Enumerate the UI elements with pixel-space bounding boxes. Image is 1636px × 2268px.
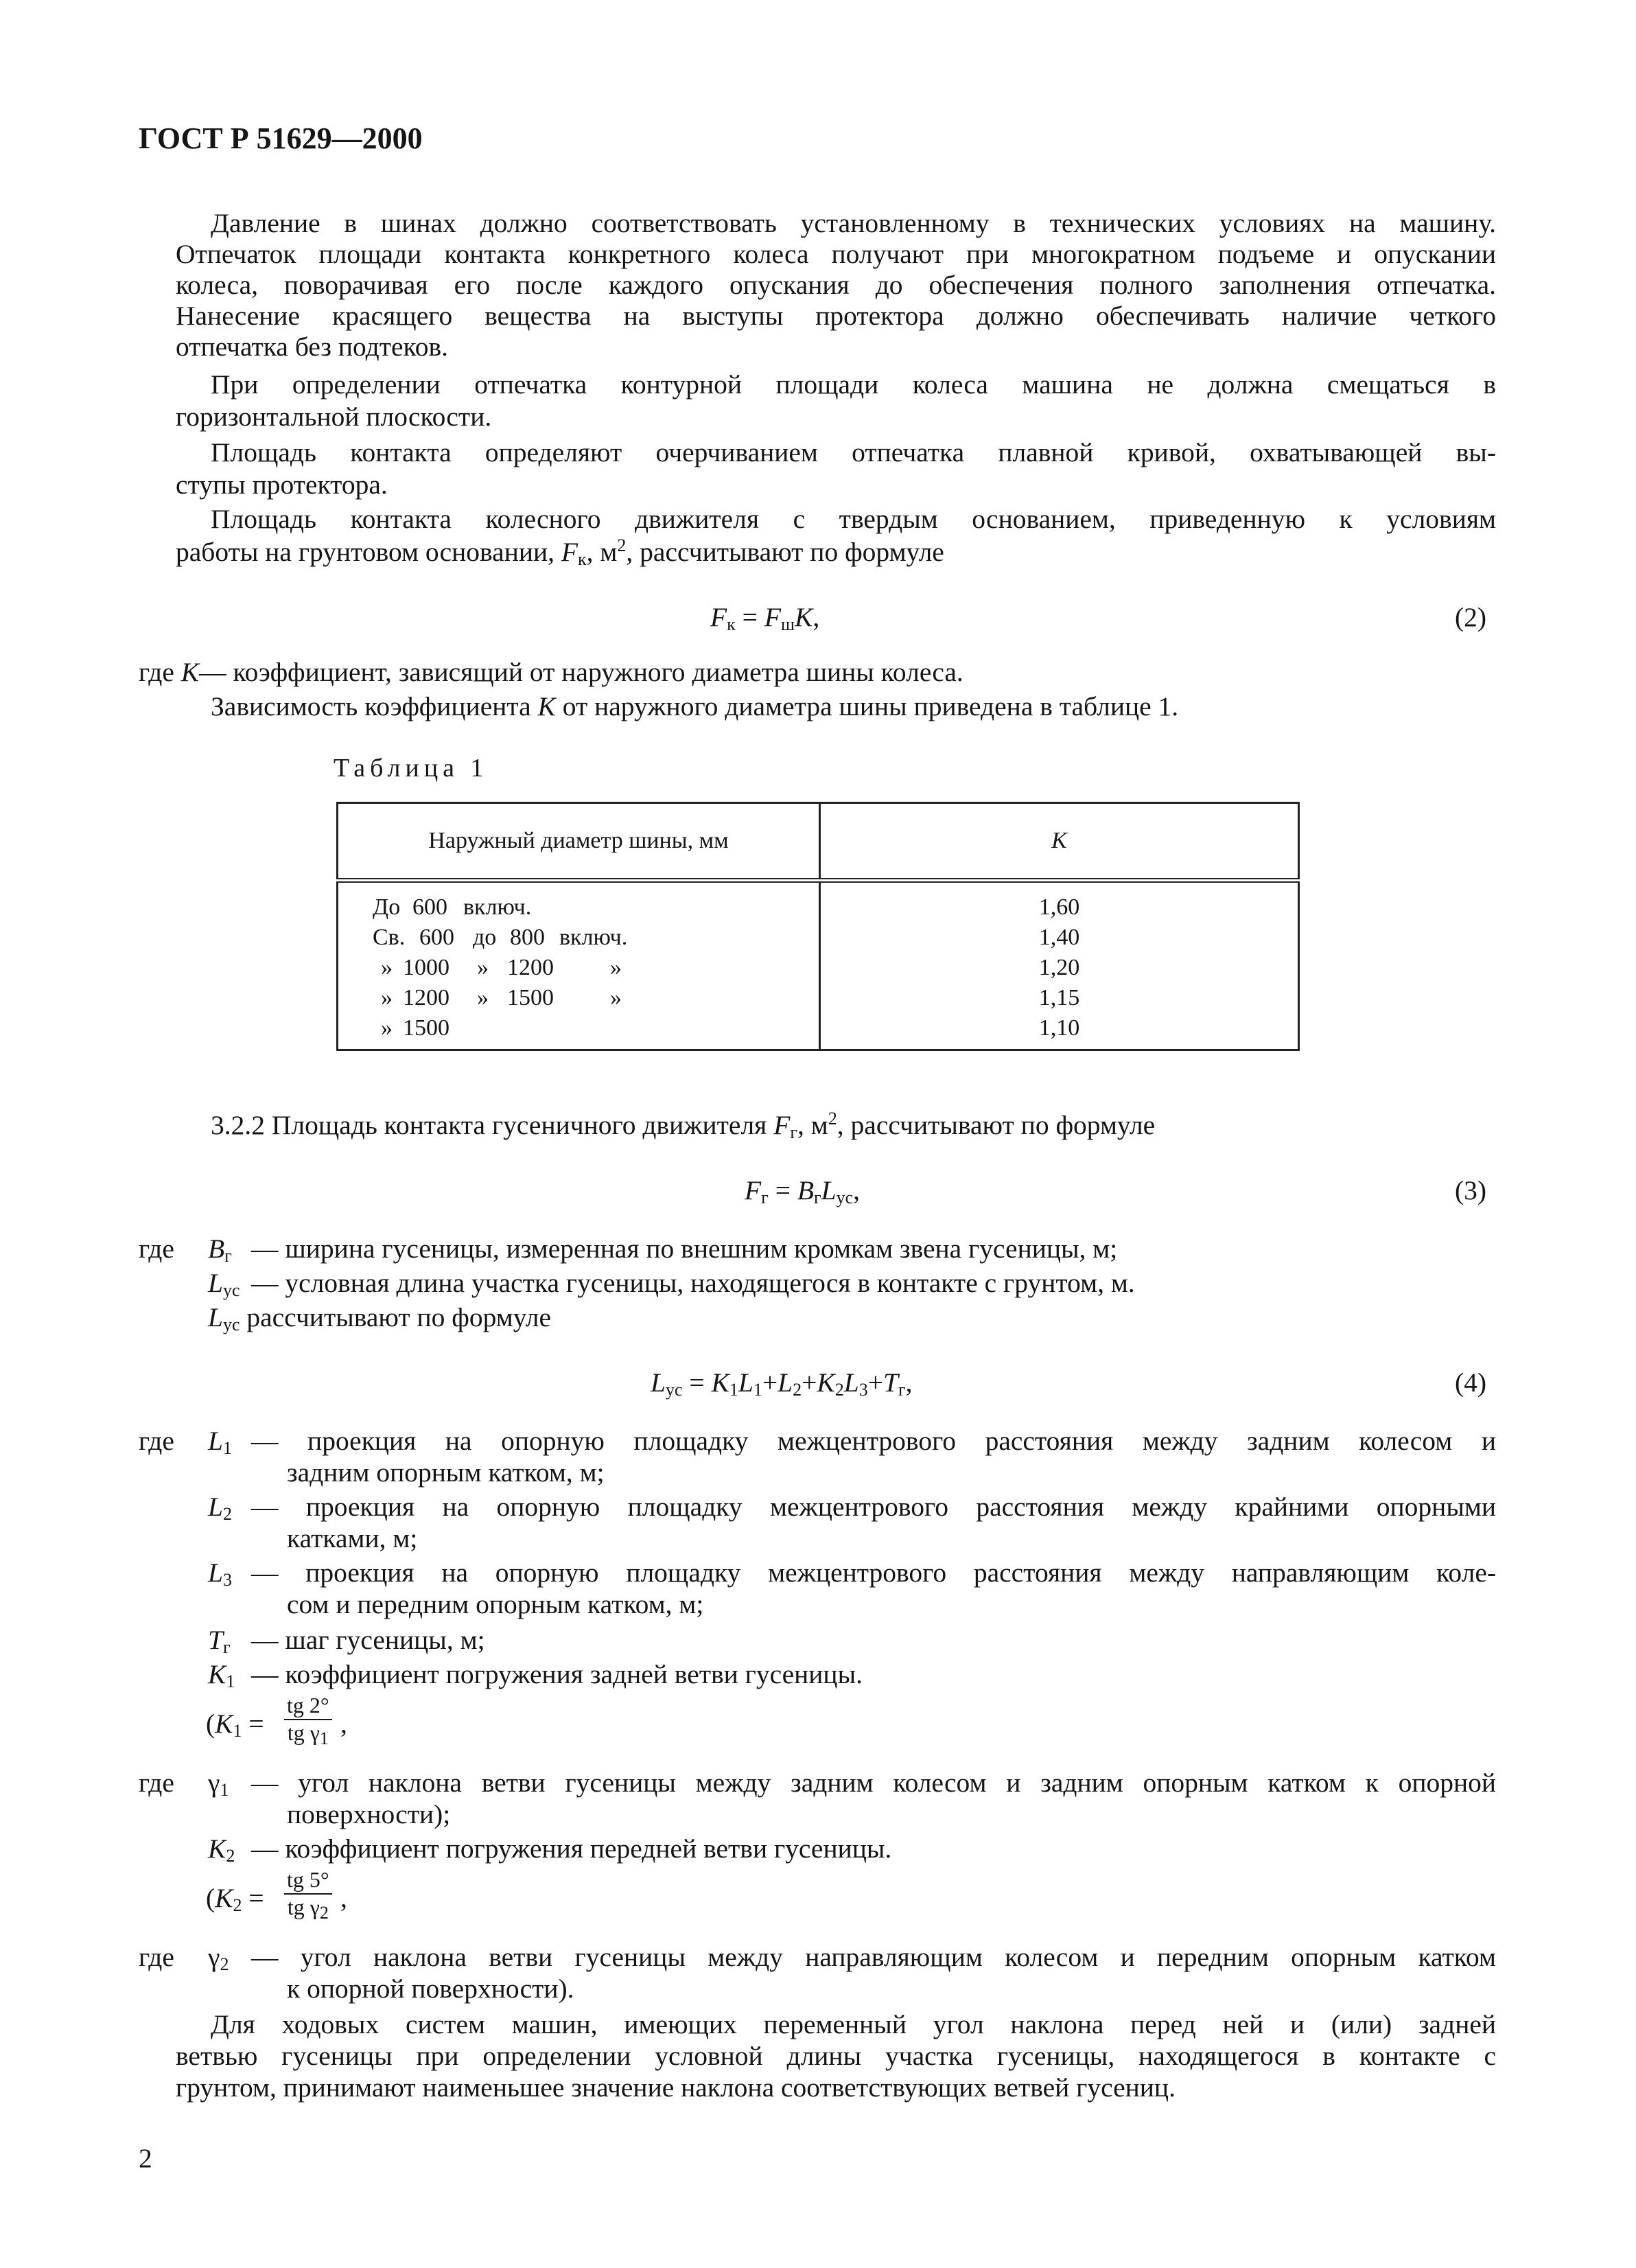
table-value: 1,15 [1038,985,1080,1010]
where-label: где [139,1234,174,1264]
def-text: поверхности); [287,1799,451,1829]
def-symbol: $K_2$ [208,1833,235,1866]
def-text: — коэффициент погружения передней ветви гусеницы. [251,1833,892,1864]
def-text: — условная длина участка гусеницы, находящегося в контакте с грунтом, м. [251,1268,1135,1298]
formula-k1: ($K_1$ = [206,1709,264,1741]
def-symbol: $L_{ус}$ [208,1268,240,1300]
text-line: работы на грунтовом основании, $F_к$, $м^2$, рассчитывают по формуле [176,535,944,569]
where-label: где [139,1942,174,1972]
def-symbol: $B_г$ [208,1234,232,1266]
text-line: ступы протектора. [176,470,388,500]
table-cell [338,881,820,1050]
def-text: — коэффициент погружения задней ветви гусеницы. [251,1659,863,1689]
table-value: 1,20 [1038,955,1080,980]
def-symbol: $\gamma_1$ [208,1768,229,1800]
table-row: Св. 600 до 800 включ. [373,925,628,950]
table-header: Наружный диаметр шины, мм [338,803,820,881]
text-line: грунтом, принимают наименьшее значение наклона соответствующих ветвей гусениц. [176,2072,1176,2103]
table-row: » 1200 » 1500 » [381,985,622,1010]
text-line: Для ходовых систем машин, имеющих переменный угол наклона перед ней и (или) задней [211,2009,1496,2039]
def-symbol: $T_г$ [208,1625,231,1657]
where-label: где [139,1768,174,1798]
formula-number: (4) [1455,1367,1487,1398]
table-value: 1,10 [1038,1015,1080,1041]
def-text: — ширина гусеницы, измеренная по внешним кромкам звена гусеницы, м; [251,1234,1118,1264]
def-text: — проекция на опорную площадку межцентрового расстояния между крайними опорными [251,1492,1496,1522]
def-text: — угол наклона ветви гусеницы между направляющим колесом и передним опорным катком [251,1942,1496,1972]
def-symbol: $\gamma_2$ [208,1942,229,1974]
table-value: 1,60 [1038,894,1080,920]
def-text: задним опорным катком, м; [287,1457,605,1488]
text-line: колеса, поворачивая его после каждого опускания до обеспечения полного заполнения отпечатка. [176,270,1496,300]
formula-number: (2) [1455,602,1487,632]
def-symbol: $L_1$ [208,1426,232,1458]
text-line: Зависимость коэффициента K от наружного диаметра шины приведена в таблице 1. [211,691,1179,721]
formula-k2: ($K_2$ = [206,1883,264,1915]
formula-2: $F_к = F_шK$, [710,602,820,634]
text-line: ветвью гусеницы при определении условной длины участка гусеницы, находящегося в контакте с [176,2041,1496,2071]
text-line: Площадь контакта колесного движителя с твердым основанием, приведенную к условиям [211,504,1496,534]
text-line: где K— коэффициент, зависящий от наружного диаметра шины колеса. [139,657,963,687]
table-row: До 600 включ. [373,894,532,920]
page-number: 2 [139,2143,152,2173]
fraction-k2: $\frac{tg 5^\circ}{tg \gamma_2}$ [284,1868,332,1918]
def-text: сом и передним опорным катком, м; [287,1589,704,1619]
section-3-2-2: 3.2.2 Площадь контакта гусеничного движителя $F_г$, $м^2$, рассчитывают по формуле [211,1109,1156,1142]
def-symbol: $K_1$ [208,1659,235,1691]
document-title: ГОСТ Р 51629—2000 [139,121,423,155]
text-line: $L_{ус}$ рассчитывают по формуле [208,1302,552,1334]
formula-3: $F_г = B_гL_{ус}$, [745,1175,861,1207]
def-text: — шаг гусеницы, м; [251,1625,485,1655]
def-text: — угол наклона ветви гусеницы между задним колесом и задним опорным катком к опорной [251,1768,1496,1798]
comma: , [340,1883,347,1913]
table-caption: Таблица 1 [334,754,489,783]
def-symbol: $L_2$ [208,1492,232,1524]
def-text: к опорной поверхности). [287,1974,574,2004]
text-line: горизонтальной плоскости. [176,402,492,432]
text-line: При определении отпечатка контурной площади колеса машина не должна смещаться в [211,369,1496,400]
def-text: — проекция на опорную площадку межцентрового расстояния между направляющим коле- [251,1558,1496,1588]
def-symbol: $L_3$ [208,1558,232,1590]
comma: , [340,1709,347,1739]
where-label: где [139,1426,174,1456]
def-text: катками, м; [287,1523,418,1553]
text-line: Давление в шинах должно соответствовать установленному в технических условиях на машину. [211,208,1496,238]
table-cell [820,881,1299,1050]
text-line: отпечатка без подтеков. [176,332,448,362]
fraction-k1: $\frac{tg 2^\circ}{tg \gamma_1}$ [284,1694,332,1744]
table-1 [336,802,1300,1051]
formula-4: $L_{ус} = K_1L_1+L_2+K_2L_3+T_г$, [651,1367,913,1400]
text-line: Отпечаток площади контакта конкретного колеса получают при многократном подъеме и опускании [176,239,1496,269]
def-text: — проекция на опорную площадку межцентрового расстояния между задним колесом и [251,1426,1496,1456]
table-row: » 1000 » 1200 » [381,955,622,980]
formula-number: (3) [1455,1175,1487,1205]
text-line: Нанесение красящего вещества на выступы протектора должно обеспечивать наличие четкого [176,301,1496,331]
table-row: » 1500 [381,1015,449,1041]
table-value: 1,40 [1038,925,1080,950]
text-line: Площадь контакта определяют очерчиванием отпечатка плавной кривой, охватывающей вы- [211,437,1496,467]
table-header: K [820,803,1299,881]
